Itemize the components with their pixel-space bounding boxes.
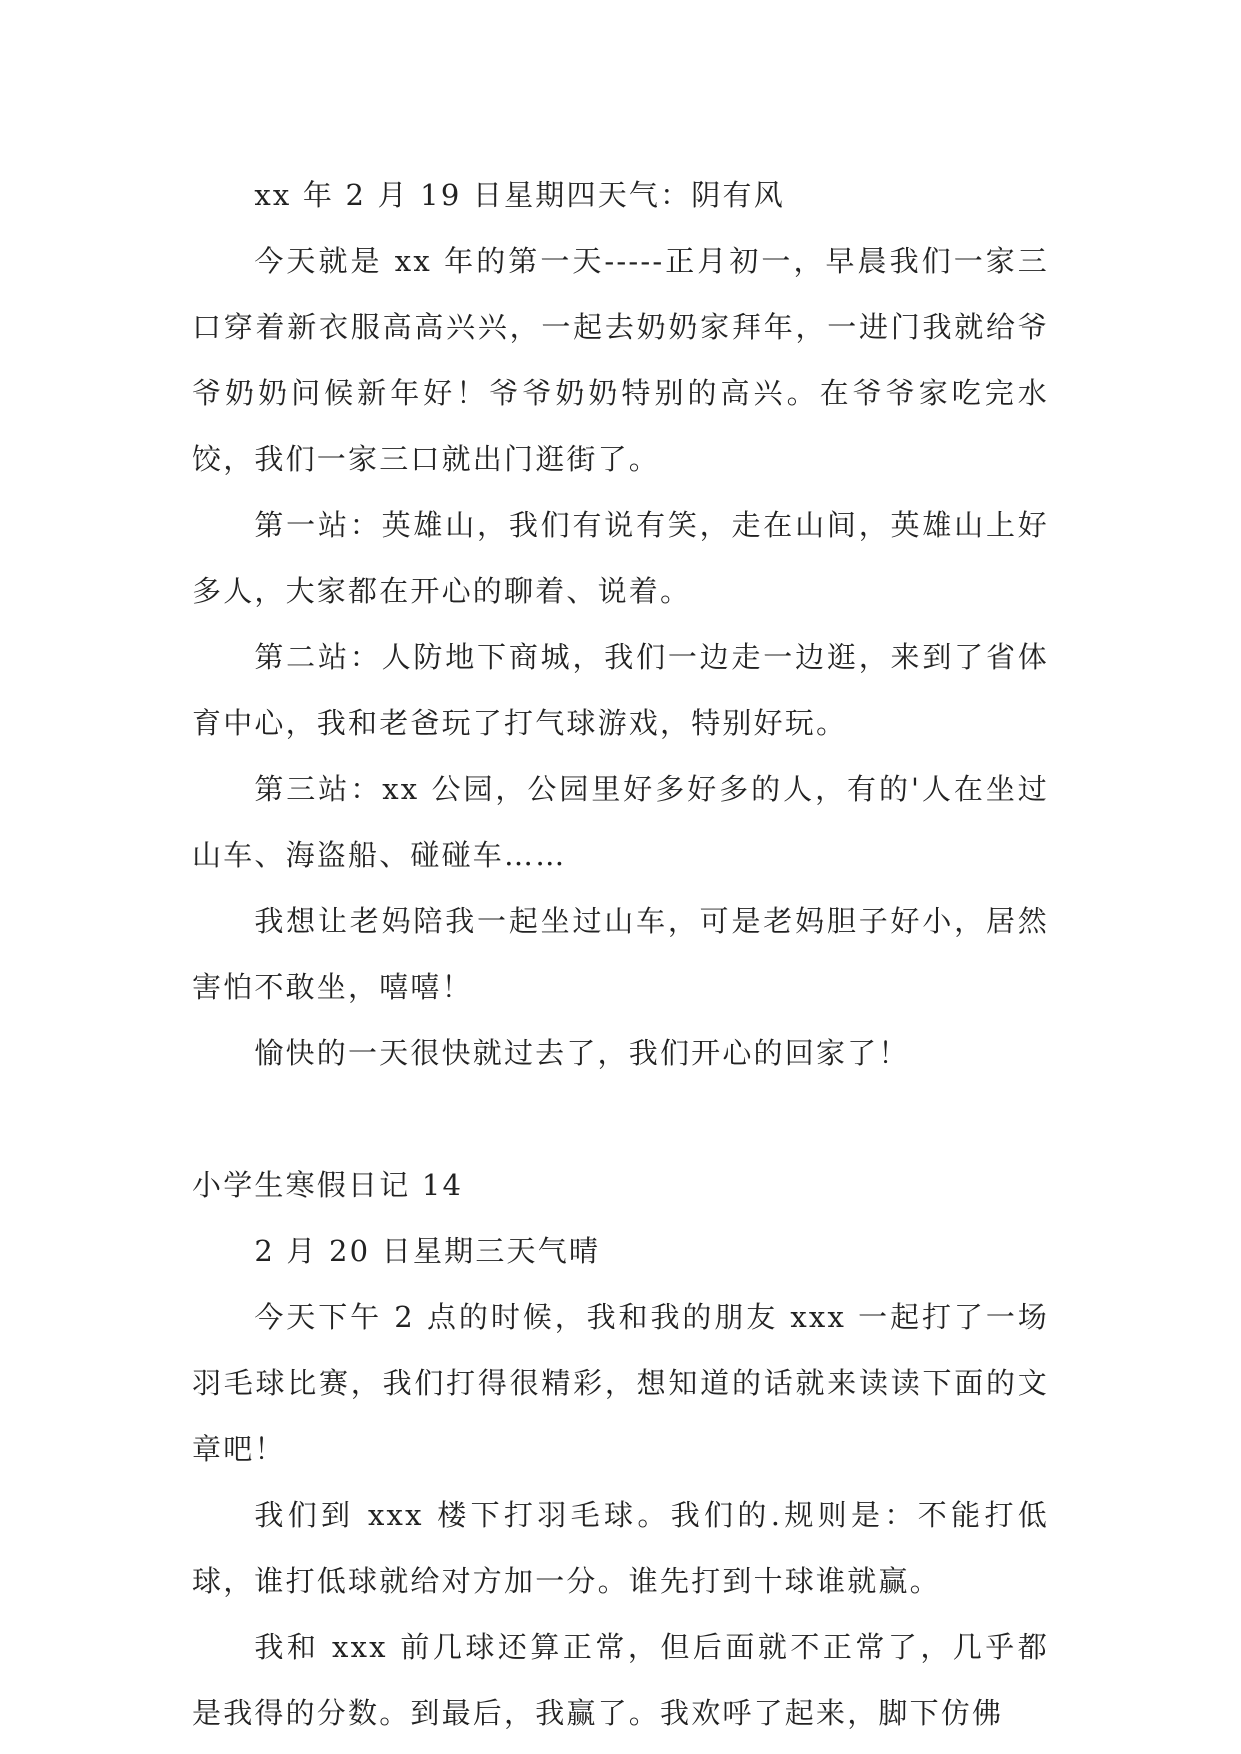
- diary2-paragraph-1: 今天下午 2 点的时候，我和我的朋友 xxx 一起打了一场羽毛球比赛，我们打得很精彩，想知道的话就来读读下面的文章吧！: [192, 1300, 1049, 1466]
- diary1-paragraph-2: 第一站：英雄山，我们有说有笑，走在山间，英雄山上好多人，大家都在开心的聊着、说着。: [192, 508, 1049, 608]
- diary2-paragraph-3: 我和 xxx 前几球还算正常，但后面就不正常了，几乎都是我得的分数。到最后，我赢了。我欢呼了起来，脚下仿佛: [192, 1630, 1049, 1730]
- diary1-paragraph-4: 第三站：xx 公园，公园里好多好多的人，有的'人在坐过山车、海盗船、碰碰车……: [192, 772, 1049, 872]
- diary2-date-line: 2 月 20 日星期三天气晴: [254, 1234, 601, 1268]
- diary1-paragraph-1: 今天就是 xx 年的第一天-----正月初一，早晨我们一家三口穿着新衣服高高兴兴，一起去奶奶家拜年，一进门我就给爷爷奶奶问候新年好！爷爷奶奶特别的高兴。在爷爷家吃完水饺，我们一家三口就出门逛街了。: [192, 244, 1049, 476]
- diary1-date-line: xx 年 2 月 19 日星期四天气：阴有风: [254, 178, 785, 212]
- diary1-paragraph-6: 愉快的一天很快就过去了，我们开心的回家了！: [254, 1036, 910, 1070]
- diary1-paragraph-5: 我想让老妈陪我一起坐过山车，可是老妈胆子好小，居然害怕不敢坐，嘻嘻！: [192, 904, 1049, 1004]
- document-body: [192, 162, 1049, 1746]
- diary2-paragraph-2: 我们到 xxx 楼下打羽毛球。我们的.规则是：不能打低球，谁打低球就给对方加一分。谁先打到十球谁就赢。: [192, 1498, 1049, 1598]
- diary2-title: 小学生寒假日记 14: [192, 1168, 464, 1202]
- diary1-paragraph-3: 第二站：人防地下商城，我们一边走一边逛，来到了省体育中心，我和老爸玩了打气球游戏，特别好玩。: [192, 640, 1049, 740]
